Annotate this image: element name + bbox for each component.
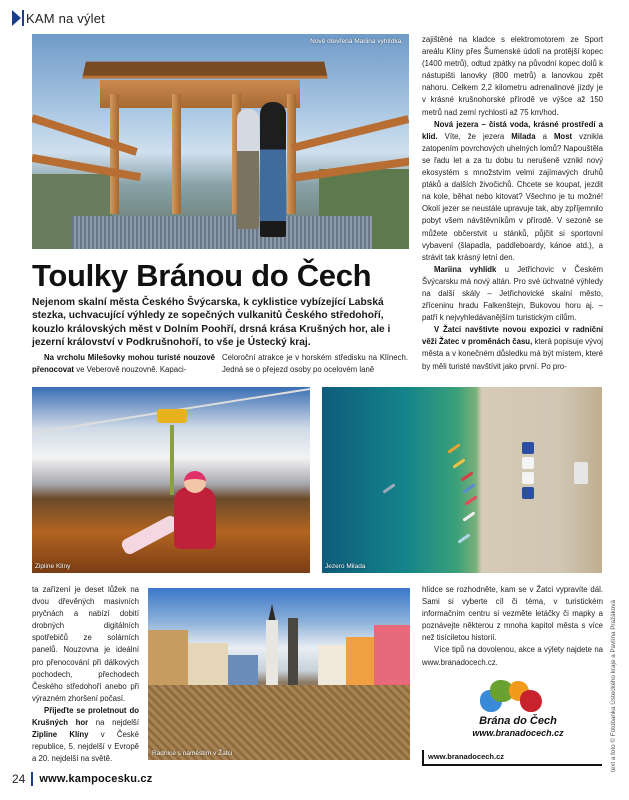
chevron-right-icon xyxy=(12,10,24,26)
paragraph: Přijeďte se proletnout do Krušných hor na nejdelší Zipline Klíny v České republice, 5. nejdelší v Evropě a 20. nejdelší na světě. xyxy=(32,705,139,764)
photo-zipline-kliny xyxy=(32,387,310,573)
photo-caption: Zipline Klíny xyxy=(35,563,71,570)
photo-caption: Nově otevřená Mariina vyhlídka. xyxy=(310,38,403,45)
article-title: Toulky Bránou do Čech xyxy=(32,258,372,293)
article-column-right xyxy=(422,34,603,373)
section-header xyxy=(12,8,105,28)
paragraph: Celoroční atrakce je v horském středisku na Klínech. Jedná se o přejezd osoby po ocelovém laně xyxy=(222,353,408,375)
logo-blob-red xyxy=(520,690,542,712)
article-lead: Nejenom skalní města Českého Švýcarska, k cyklistice vybízející Labská stezka, uchvacující výhledy ze sopečných vulkanitů Českého středohoří, kouzlo královských měst v Dolním Poohří, drsná krása Krušných hor, ale i jezerní království v Podkrušnohoří, to vše je Ústecký kraj. xyxy=(32,297,391,348)
paragraph: Mariina vyhlídk u Jetřichovic v Českém Švýcarsku má nový altán. Pro své úchvatné výhledy na další skály – Jetřichovické skalní město, zříceninu hradu Falkenštejn, Bukovou horu aj. – patří k nejvyhledávanějším turistickým cílům. xyxy=(422,264,603,323)
photo-caption: Jezero Milada xyxy=(325,563,366,570)
page-footer xyxy=(12,772,152,786)
paragraph: zajištěné na kladce s elektromotorem ze Sport areálu Klíny přes Šumenské údolí na protější kopec (1400 metrů), odtud zpátky na původní kopec dolů k nástupišti lanovky (800 metrů) a lanovkou zpět nahoru. Celkem 2,2 kilometru adrenalinové jízdy je v krásné krušnohorské přírodě ve výšce až 150 metrů nad zemí rychlostí až 75 km/hod. xyxy=(422,35,603,117)
logo-url[interactable]: www.branadocech.cz xyxy=(472,728,564,738)
paragraph: ta zařízení je deset lůžek na dvou dřevěných masivních pryčnách a nabízí dobití drobných digitálních spotřebičů ze solárních panelů. Nouzovna je ideální pro přenocování při dálkových pochodech, přechodech Českého středohoří anebo při výrazném zhoršení počasí. xyxy=(32,585,139,703)
paragraph: hlídce se rozhodněte, kam se v Žatci vypravíte dál. Sami si vyberte cíl či téma, v turistickém informačním centru si vezměte letáčky či mapky a poznávejte některou z mnoha kapitol města s více než tisíciletou historií. xyxy=(422,585,603,643)
paragraph: Na vrcholu Milešovky mohou turisté nouzově přenocovat ve Veberově nouzovně. Kapaci- xyxy=(32,353,215,375)
paragraph: V Žatci navštivte novou expozici v radniční věži Žatec v proměnách času, která popisuje vývoj města a v konečném důsledku má být místem, které by měli turisté navštívit jako první. Po pro- xyxy=(422,325,603,371)
website-box xyxy=(422,750,602,766)
brana-do-cech-logo xyxy=(472,680,564,755)
footer-divider xyxy=(31,772,33,786)
photo-mariina-vyhlidka xyxy=(32,34,409,249)
paragraph: Nová jezera – čistá voda, krásné prostředí a klid. Víte, že jezera Milada a Most vznikla zatopením povrchových uhelných lomů? Napouštěla se řadu let a za tu dobu tu nerušeně vznikl nový ekosystém s množstvím velmi zajímavých druhů ptáků a dalších živočichů. Chcete se koupat, jezdit na kole, běhat nebo kitovat? Všechno je tu možné! Okolí jezer se neustále upravuje tak, aby zpříjemnilo pobyt všem návštěvníkům v přírodě. V sezoně se můžete občerstvit u stánků, půjčit si sportovní vybavení (šlapadla, paddleboardy, kánoe atd.), a strávit tak krásný letní den. xyxy=(422,119,604,262)
page-number: 24 xyxy=(12,772,26,786)
paragraph: Více tipů na dovolenou, akce a výlety najdete na www.branadocech.cz. xyxy=(422,645,603,667)
photo-radnice-zatec xyxy=(148,588,410,760)
article-column-b-top xyxy=(222,352,408,376)
article-column-right-bottom xyxy=(422,584,603,669)
photo-credit: text a foto © Fotobanka Ústeckého kraje a Pavlína Pražáková xyxy=(610,600,617,772)
website-link[interactable]: www.branadocech.cz xyxy=(428,752,504,761)
photo-jezero-milada xyxy=(322,387,602,573)
article-column-a-bottom xyxy=(32,584,139,765)
article-column-a-top xyxy=(32,352,215,376)
footer-url[interactable]: www.kampocesku.cz xyxy=(39,773,153,785)
photo-caption: Radnice s náměstím v Žatci xyxy=(152,750,233,757)
section-title: KAM na výlet xyxy=(26,10,105,26)
logo-name: Brána do Čech xyxy=(479,715,557,727)
